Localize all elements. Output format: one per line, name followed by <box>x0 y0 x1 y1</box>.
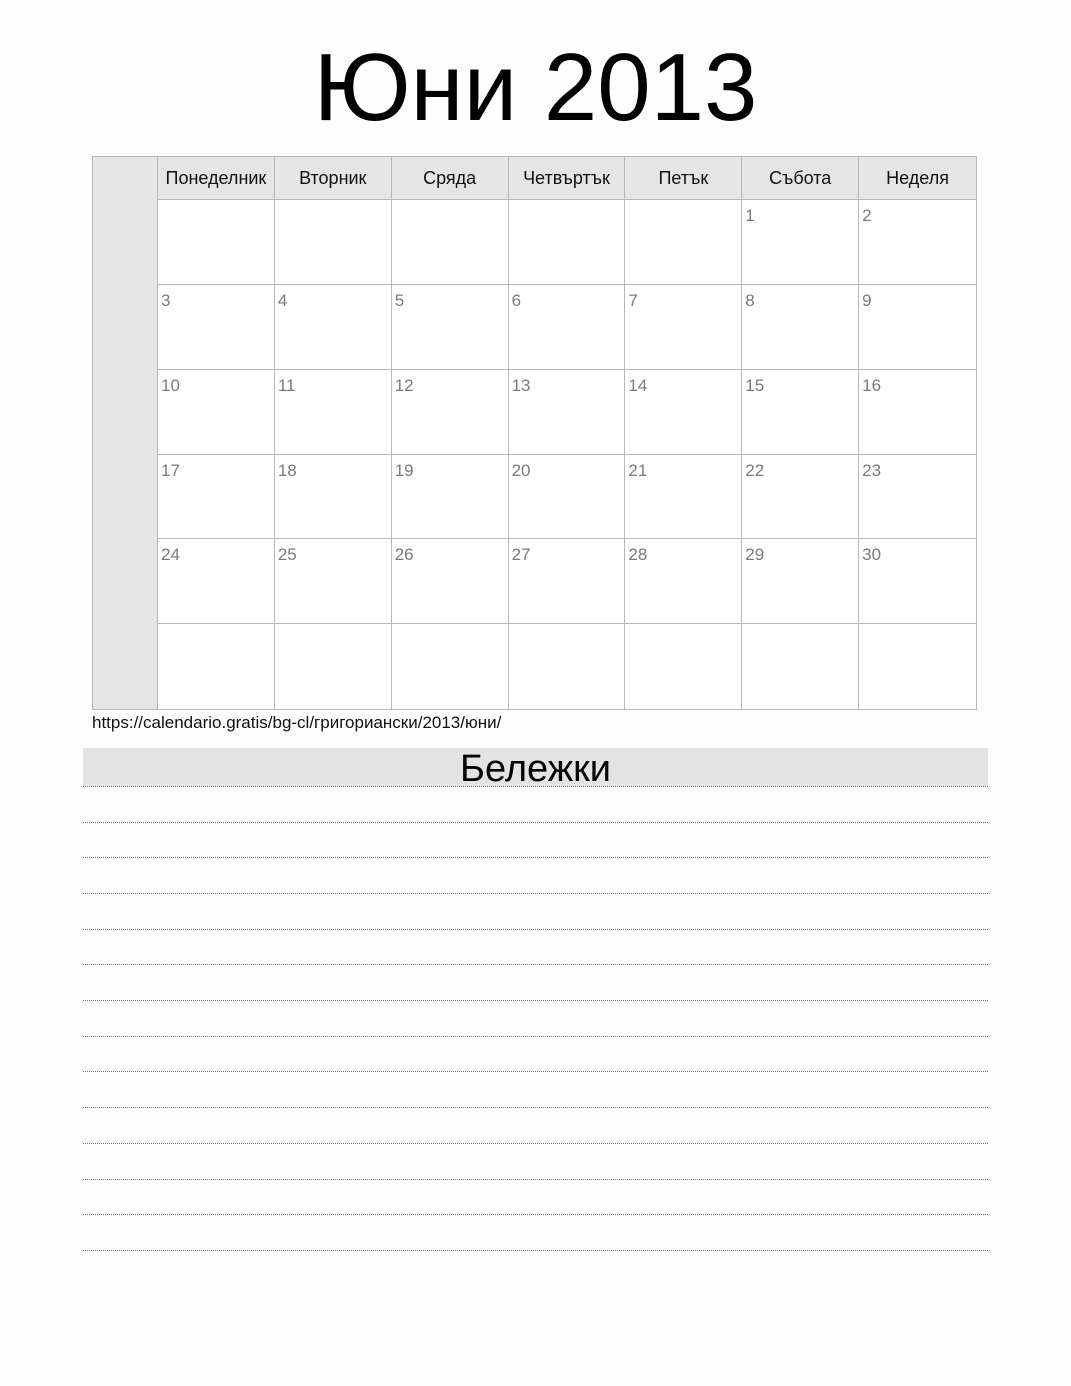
day-number: 28 <box>628 545 648 565</box>
day-number: 7 <box>628 290 638 310</box>
day-cell <box>392 539 509 624</box>
weekday-header-thu: Четвъртък <box>509 157 626 200</box>
day-cell <box>625 539 742 624</box>
day-cell <box>625 285 742 370</box>
day-number: 11 <box>277 375 296 395</box>
notes-line <box>83 1107 988 1108</box>
notes-line <box>83 822 988 823</box>
day-number: 30 <box>862 545 882 565</box>
day-number: 1 <box>745 206 755 225</box>
day-number: 9 <box>862 290 872 310</box>
source-url[interactable]: https://calendario.gratis/bg-cl/григориански/2013/юни/ <box>92 713 502 732</box>
day-cell <box>742 455 859 540</box>
page-title: Юни 2013 <box>313 34 758 141</box>
day-cell <box>625 370 742 455</box>
notes-line <box>83 1214 988 1215</box>
day-number: 15 <box>745 375 765 395</box>
week-number-column <box>93 157 158 709</box>
notes-line <box>83 1000 988 1001</box>
day-cell <box>158 455 275 540</box>
calendar-grid <box>92 156 977 710</box>
day-number: 4 <box>277 290 288 310</box>
day-cell <box>392 455 509 540</box>
weekday-header-sun: Неделя <box>859 157 976 200</box>
notes-line <box>83 1071 988 1072</box>
day-cell <box>625 624 742 709</box>
notes-line <box>83 857 988 858</box>
day-number: 17 <box>161 460 180 480</box>
day-number: 27 <box>511 545 531 565</box>
day-cell <box>392 624 509 709</box>
day-cell <box>392 370 509 455</box>
weekday-header-fri: Петък <box>625 157 742 200</box>
day-cell <box>509 200 626 285</box>
day-cell <box>509 370 626 455</box>
day-number: 14 <box>628 375 648 395</box>
day-cell <box>859 624 976 709</box>
day-cell <box>275 539 392 624</box>
day-number: 6 <box>511 290 522 310</box>
day-cell <box>275 624 392 709</box>
day-number: 26 <box>394 545 414 565</box>
notes-line <box>83 1143 988 1144</box>
day-cell <box>859 455 976 540</box>
day-cell <box>275 200 392 285</box>
day-cell <box>158 370 275 455</box>
day-cell <box>859 285 976 370</box>
day-cell <box>742 624 859 709</box>
day-number: 13 <box>511 375 531 395</box>
day-cell <box>509 624 626 709</box>
notes-line <box>83 1179 988 1180</box>
notes-line <box>83 1250 988 1251</box>
notes-line <box>83 786 988 787</box>
day-cell <box>859 370 976 455</box>
day-cell <box>742 285 859 370</box>
day-cell <box>742 539 859 624</box>
day-cell <box>742 370 859 455</box>
day-cell <box>158 539 275 624</box>
day-cell <box>509 539 626 624</box>
notes-line <box>83 1036 988 1037</box>
day-number: 10 <box>161 375 180 395</box>
day-cell <box>509 285 626 370</box>
day-cell <box>625 200 742 285</box>
day-number: 3 <box>161 290 171 310</box>
day-cell <box>158 285 275 370</box>
day-cell <box>158 200 275 285</box>
day-cell <box>275 285 392 370</box>
day-cell <box>275 455 392 540</box>
day-number: 8 <box>745 290 755 310</box>
day-number: 18 <box>277 460 297 480</box>
day-cell <box>859 539 976 624</box>
day-cell <box>275 370 392 455</box>
weekday-header-tue: Вторник <box>275 157 392 200</box>
day-cell <box>158 624 275 709</box>
notes-line <box>83 964 988 965</box>
day-cell <box>509 455 626 540</box>
day-number: 20 <box>511 460 531 480</box>
day-cell <box>392 200 509 285</box>
day-cell <box>392 285 509 370</box>
day-number: 2 <box>862 206 872 225</box>
day-number: 12 <box>394 375 414 395</box>
day-cell <box>859 200 976 285</box>
notes-line <box>83 893 988 894</box>
notes-heading: Бележки <box>83 748 988 786</box>
day-number: 24 <box>161 545 180 565</box>
day-number: 21 <box>628 460 648 480</box>
weekday-header-mon: Понеделник <box>158 157 275 200</box>
day-number: 23 <box>862 460 882 480</box>
weekday-header-wed: Сряда <box>392 157 509 200</box>
day-number: 29 <box>745 545 765 565</box>
day-number: 19 <box>394 460 414 480</box>
day-cell <box>742 200 859 285</box>
day-number: 16 <box>862 375 882 395</box>
day-number: 5 <box>394 290 405 310</box>
day-number: 22 <box>745 460 765 480</box>
day-number: 25 <box>277 545 297 565</box>
day-cell <box>625 455 742 540</box>
weekday-header-sat: Събота <box>742 157 859 200</box>
notes-line <box>83 929 988 930</box>
